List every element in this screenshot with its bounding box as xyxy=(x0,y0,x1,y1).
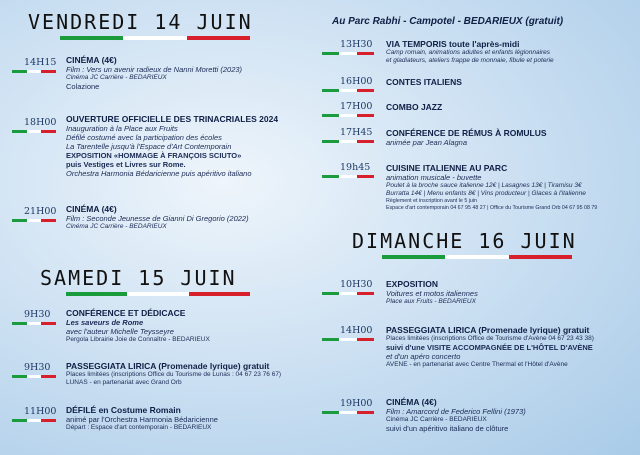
event-time: 17H00 xyxy=(340,101,373,112)
event-title: VIA TEMPORIS toute l'après-midi xyxy=(386,39,520,49)
event-detail: Film : Seconde Jeunesse de Gianni Di Gregorio (2022) xyxy=(66,214,249,223)
event-detail: Voitures et motos italiennes xyxy=(386,289,478,298)
event-detail: animation musicale - buvette xyxy=(386,173,482,182)
event-detail: Cinéma JC Carrière - BEDARIEUX xyxy=(66,223,167,230)
event-time: 11H00 xyxy=(24,406,57,417)
event-title: CINÉMA (4€) xyxy=(66,204,117,214)
time-flag-icon xyxy=(12,419,56,422)
event-title: CINÉMA (4€) xyxy=(66,55,117,65)
event-time: 18H00 xyxy=(24,117,57,128)
time-flag-icon xyxy=(322,52,374,55)
event-title: PASSEGGIATA LIRICA (Promenade lyrique) gratuit xyxy=(66,361,270,371)
italian-flag-divider xyxy=(382,255,572,259)
event-detail: Film : Vers un avenir radieux de Nanni Moretti (2023) xyxy=(66,65,243,74)
event-detail: Places limitées (inscriptions Office du Tourisme de Lunas : 04 67 23 76 67) xyxy=(66,371,282,378)
event-detail: Orchestra Harmonia Bédaricienne puis apéritivo italiano xyxy=(66,169,252,178)
event-detail: suivi d'une VISITE ACCOMPAGNÉE DE L'HÔTEL D'AVÈNE xyxy=(386,343,593,352)
time-flag-icon xyxy=(322,175,374,178)
time-flag-icon xyxy=(12,322,56,325)
time-flag-icon xyxy=(12,70,56,73)
event-detail: Pergola Librairie Joie de Connaître - BEDARIEUX xyxy=(66,336,210,343)
event-detail: Espace d'art contemporain 04 67 95 48 27 | Office du Tourisme Grand Orb 04 67 95 08 79 xyxy=(386,204,598,211)
event-detail: Film : Amarcord de Federico Fellini (1973) xyxy=(386,407,526,416)
event-time: 16H00 xyxy=(340,76,373,87)
event-detail: AVENE - en partenariat avec Centre Thermal et l'Hôtel d'Avène xyxy=(386,361,568,368)
event-time: 9H30 xyxy=(24,309,51,320)
event-detail: Burratta 14€ | Menu enfants 8€ | Vins producteur | Glaces à l'italienne xyxy=(386,190,586,197)
event-title: CONFÉRENCE DE RÉMUS À ROMULUS xyxy=(386,128,547,138)
event-time: 14H00 xyxy=(340,325,373,336)
event-detail: Place aux Fruits - BEDARIEUX xyxy=(386,298,476,305)
event-detail: puis Vestiges et Livres sur Rome. xyxy=(66,160,186,169)
event-detail: Cinéma JC Carrière - BEDARIEUX xyxy=(386,416,487,423)
event-detail: suivi d'un apéritivo italiano de clôture xyxy=(386,424,509,433)
time-flag-icon xyxy=(322,89,374,92)
time-flag-icon xyxy=(12,130,56,133)
event-title: COMBO JAZZ xyxy=(386,102,443,112)
event-detail: avec l'auteur Michelle Teysseyre xyxy=(66,327,174,336)
park-venue-header: Au Parc Rabhi - Campotel - BEDARIEUX (gratuit) xyxy=(332,16,564,27)
time-flag-icon xyxy=(12,375,56,378)
italian-flag-divider xyxy=(60,36,250,40)
event-detail: LUNAS - en partenariat avec Grand Orb xyxy=(66,379,182,386)
event-time: 9H30 xyxy=(24,362,51,373)
sunday-title: DIMANCHE 16 JUIN xyxy=(352,229,577,253)
time-flag-icon xyxy=(322,292,374,295)
event-title: DÉFILÉ en Costume Romain xyxy=(66,405,181,415)
event-title: EXPOSITION xyxy=(386,279,438,289)
event-title: CONTES ITALIENS xyxy=(386,77,462,87)
event-detail: Règlement et inscription avant le 5 juin xyxy=(386,198,477,204)
event-title: CUISINE ITALIENNE AU PARC xyxy=(386,163,508,173)
event-time: 19h45 xyxy=(340,162,371,173)
event-detail: Départ : Espace d'art contemporain - BEDARIEUX xyxy=(66,424,212,431)
event-detail: Poulet à la broche sauce italienne 12€ | Lasagnes 13€ | Tiramisu 3€ xyxy=(386,182,582,189)
event-time: 10H30 xyxy=(340,279,373,290)
time-flag-icon xyxy=(322,140,374,143)
event-detail: animé par l'Orchestra Harmonia Bédaricienne xyxy=(66,415,218,424)
saturday-title: SAMEDI 15 JUIN xyxy=(40,266,237,290)
time-flag-icon xyxy=(12,219,56,222)
event-detail: et gladiateurs, ateliers frappe de monnaie, fibule et poterie xyxy=(386,57,554,64)
event-title: CINÉMA (4€) xyxy=(386,397,437,407)
italian-flag-divider xyxy=(66,292,250,296)
event-time: 17H45 xyxy=(340,127,373,138)
event-time: 13H30 xyxy=(340,39,373,50)
time-flag-icon xyxy=(322,114,374,117)
friday-title: VENDREDI 14 JUIN xyxy=(28,10,253,34)
event-detail: La Tarentelle jusqu'à l'Espace d'Art Contemporain xyxy=(66,142,232,151)
event-detail: Les saveurs de Rome xyxy=(66,318,144,327)
event-detail: EXPOSITION «HOMMAGE À FRANÇOIS SCIUTO» xyxy=(66,151,242,160)
event-detail: Défilé costumé avec la participation des écoles xyxy=(66,133,222,142)
event-time: 14H15 xyxy=(24,57,57,68)
time-flag-icon xyxy=(322,411,374,414)
event-title: PASSEGGIATA LIRICA (Promenade lyrique) gratuit xyxy=(386,325,590,335)
event-title: CONFÉRENCE ET DÉDICACE xyxy=(66,308,186,318)
event-detail: Cinéma JC Carrière - BEDARIEUX xyxy=(66,74,167,81)
event-title: OUVERTURE OFFICIELLE DES TRINACRIALES 2024 xyxy=(66,114,279,124)
time-flag-icon xyxy=(322,338,374,341)
event-detail: Places limitées (inscriptions Office de Tourisme d'Avène 04 67 23 43 38) xyxy=(386,335,594,342)
event-time: 19H00 xyxy=(340,398,373,409)
event-detail: Colazione xyxy=(66,82,100,91)
event-detail: Camp romain, animations adultes et enfants légionnaires xyxy=(386,49,551,56)
event-detail: animée par Jean Alagna xyxy=(386,138,468,147)
event-detail: Inauguration à la Place aux Fruits xyxy=(66,124,178,133)
event-time: 21H00 xyxy=(24,206,57,217)
event-detail: et d'un apéro concerto xyxy=(386,352,461,361)
